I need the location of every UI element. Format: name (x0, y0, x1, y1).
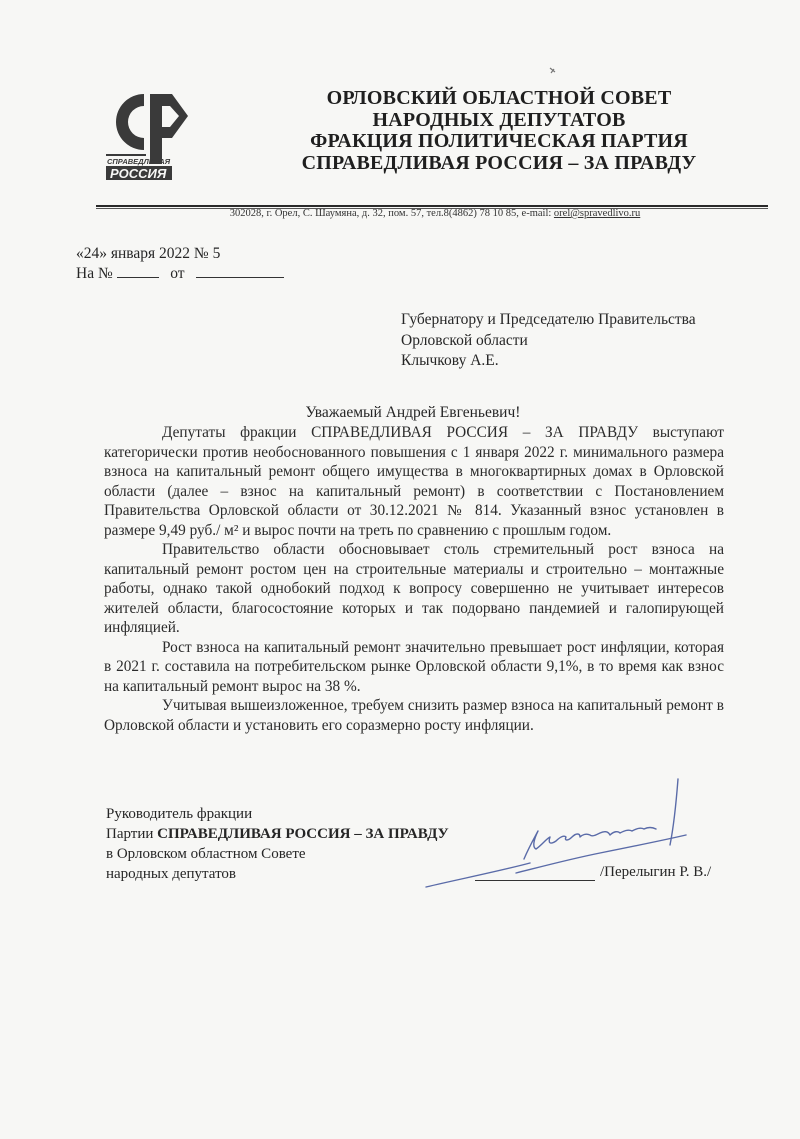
sig-line-2-party: СПРАВЕДЛИВАЯ РОССИЯ – ЗА ПРАВДУ (157, 826, 449, 842)
recipient-line-2: Орловской области (401, 331, 528, 349)
sig-line-4: народных депутатов (106, 866, 237, 882)
salutation: Уважаемый Андрей Евгеньевич! (305, 404, 521, 421)
email-link[interactable]: orel@spravedlivo.ru (553, 208, 641, 219)
org-line-4: СПРАВЕДЛИВАЯ РОССИЯ – ЗА ПРАВДУ (301, 151, 697, 174)
org-line-2: НАРОДНЫХ ДЕПУТАТОВ (372, 108, 626, 131)
recipient-line-1: Губернатору и Председателю Правительства (401, 311, 696, 328)
body-paragraph: Рост взноса на капитальный ремонт значительно превышает рост инфляции, которая в 2021 г. составила на потребительском рынке Орловской области 9,1%, в то время как взнос на капитальный ремонт вырос на 38 %. (104, 638, 724, 695)
sig-line-2 (106, 824, 449, 844)
body-paragraph: Депутаты фракции СПРАВЕДЛИВАЯ РОССИЯ – ЗА ПРАВДУ выступают категорически против необоснованного повышения с 1 января 2022 г. минимального размера взноса на капитальный ремонт общего имущества в многоквартирных домах в Орловской области (далее – взнос на капитальный ремонт) в соответствии с Постановлением Правительства Орловской области от 30.12.2021 № 814. Указанный взнос установлен в размере 9,49 руб./ м² и вырос почти на треть по сравнению с прошлым годом. (104, 424, 724, 539)
org-line-1: ОРЛОВСКИЙ ОБЛАСТНОЙ СОВЕТ (326, 87, 672, 109)
sig-line-1: Руководитель фракции (106, 806, 253, 822)
signatory-name: /Перелыгин Р. В./ (600, 864, 712, 880)
address-text: 302028, г. Орел, С. Шаумяна, д. 32, пом. 57, тел.8(4862) 78 10 85, e-mail: (229, 208, 554, 219)
handwritten-signature-icon (420, 775, 710, 895)
ref-date-blank (196, 264, 284, 278)
svg-text:СПРАВЕДЛИВАЯ: СПРАВЕДЛИВАЯ (107, 157, 171, 166)
ref-number-blank (117, 264, 159, 278)
recipient-block (401, 310, 696, 372)
organization-name (270, 88, 728, 174)
ref-prefix: На № (76, 265, 113, 282)
body-paragraph: Правительство области обосновывает столь стремительный рост взноса на капитальный ремонт ростом цен на строительные материалы и строительно – монтажные работы, однако такой однобокий подход к вопросу совершенно не учитывает интересов жителей области, благосостояние которых и так подорвано пандемией и галопирующей инфляцией. (104, 541, 724, 636)
date-line: «24» января 2022 № 5 (76, 245, 221, 262)
org-line-3: ФРАКЦИЯ ПОЛИТИЧЕСКАЯ ПАРТИЯ (310, 130, 688, 152)
header-rule-thick (96, 205, 768, 207)
sig-line-2-prefix: Партии (106, 826, 158, 842)
letter-body (104, 423, 724, 735)
body-paragraph: Учитывая вышеизложенное, требуем снизить размер взноса на капитальный ремонт в Орловской области и установить его соразмерно росту инфляции. (104, 697, 724, 734)
signature-block (106, 804, 449, 884)
ref-from: от (170, 265, 185, 282)
stray-mark-icon (548, 66, 558, 76)
svg-text:РОССИЯ: РОССИЯ (110, 166, 167, 181)
sig-line-3: в Орловском областном Совете (106, 846, 306, 862)
document-meta (76, 244, 284, 284)
recipient-line-3: Клычкову А.Е. (401, 352, 499, 369)
party-logo-icon (100, 86, 200, 186)
address-line (100, 208, 770, 219)
reference-line (76, 264, 284, 284)
